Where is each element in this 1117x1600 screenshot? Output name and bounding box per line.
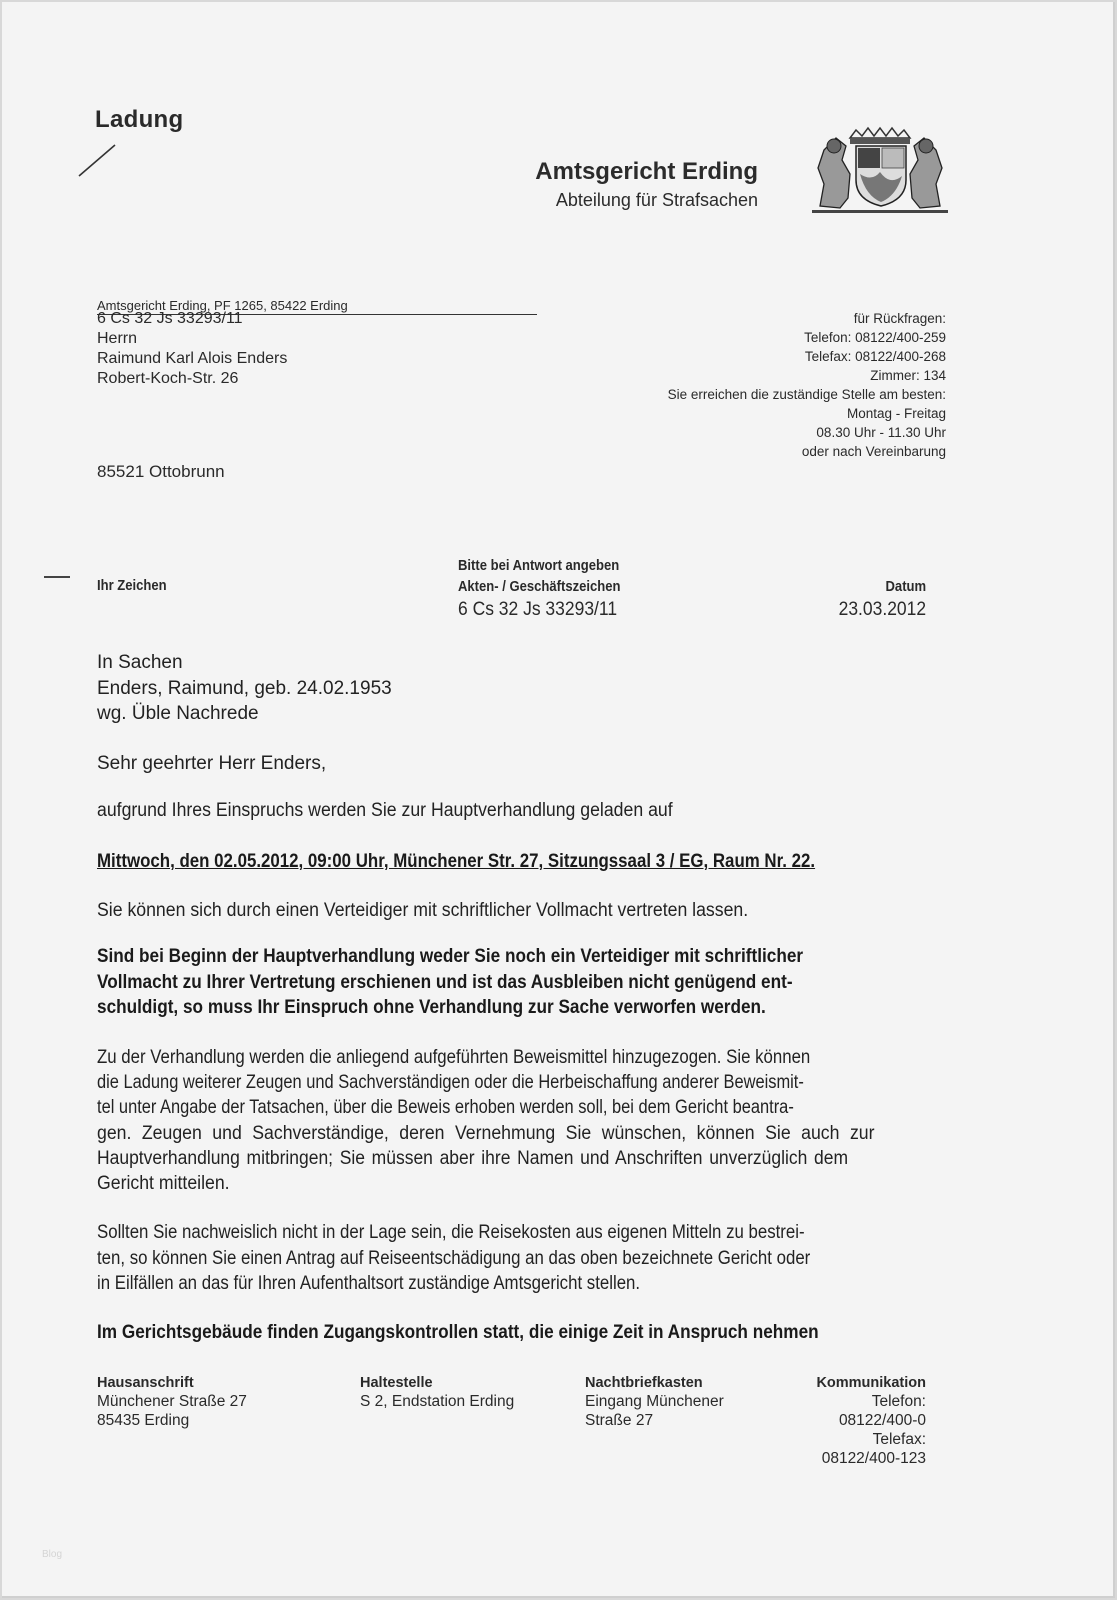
hearing-appointment: Mittwoch, den 02.05.2012, 09:00 Uhr, Münchener Str. 27, Sitzungssaal 3 / EG, Raum Nr. 22. (97, 850, 816, 872)
evidence-line: Hauptverhandlung mitbringen; Sie müssen aber ihre Namen und Anschriften unverzüglich dem (97, 1148, 849, 1169)
recipient-salutation: Herrn (97, 330, 138, 347)
evidence-line: die Ladung weiterer Zeugen und Sachverständigen oder die Herbeischaffung anderer Beweismit- (97, 1072, 804, 1093)
court-department: Abteilung für Strafsachen (555, 190, 758, 210)
evidence-line: gen. Zeugen und Sachverständige, deren Vernehmung Sie wünschen, können Sie auch zur (97, 1123, 875, 1144)
recipient-city: 85521 Ottobrunn (97, 462, 225, 481)
evidence-line: tel unter Angabe der Tatsachen, über die Beweis erhoben werden soll, bei dem Gericht beantra- (97, 1097, 794, 1118)
letter-page (2, 2, 1115, 1598)
sender-return-address: Amtsgericht Erding, PF 1265, 85422 Erding (97, 298, 537, 315)
warning-line: Sind bei Beginn der Hauptverhandlung weder Sie noch ein Verteidiger mit schriftlicher (97, 946, 804, 967)
footer-communication-line: 08122/400-123 (821, 1450, 926, 1467)
footer-address-line: Münchener Straße 27 (97, 1393, 247, 1410)
contact-fax: Telefax: 08122/400-268 (804, 349, 946, 364)
contact-days: Montag - Freitag (846, 406, 946, 421)
footer-night-box-line: Eingang Münchener (585, 1393, 724, 1410)
case-offense: wg. Üble Nachrede (97, 703, 259, 724)
recipient-name: Raimund Karl Alois Enders (97, 350, 288, 367)
warning-line: Vollmacht zu Ihrer Vertretung erschienen und ist das Ausbleiben nicht genügend ent- (97, 972, 793, 993)
fold-mark (44, 576, 70, 578)
footer-stop-line: S 2, Endstation Erding (360, 1393, 515, 1410)
file-reference-label: Akten- / Geschäftszeichen (458, 579, 621, 595)
footer-communication-line: Telefax: (872, 1431, 926, 1448)
file-reference-value: 6 Cs 32 Js 33293/11 (458, 599, 618, 620)
representation-note: Sie können sich durch einen Verteidiger mit schriftlicher Vollmacht vertreten lassen. (97, 900, 749, 921)
watermark: Blog (42, 1549, 63, 1560)
travel-cost-line: Sollten Sie nachweislich nicht in der Lage sein, die Reisekosten aus eigenen Mitteln zu bestrei- (97, 1222, 805, 1243)
contact-phone: Telefon: 08122/400-259 (804, 330, 946, 345)
date-value: 23.03.2012 (838, 599, 926, 620)
recipient-street: Robert-Koch-Str. 26 (97, 370, 239, 387)
handwritten-slash-mark (77, 142, 122, 178)
travel-cost-line: in Eilfällen an das für Ihren Aufenthaltsort zuständige Amtsgericht stellen. (97, 1273, 641, 1294)
travel-cost-line: ten, so können Sie einen Antrag auf Reiseentschädigung an das oben bezeichnete Gericht oder (97, 1248, 811, 1269)
summons-intro: aufgrund Ihres Einspruchs werden Sie zur Hauptverhandlung geladen auf (97, 800, 673, 821)
footer-night-box-label: Nachtbriefkasten (585, 1375, 703, 1391)
date-label: Datum (885, 579, 926, 595)
court-name: Amtsgericht Erding (535, 158, 758, 185)
contact-appointment: oder nach Vereinbarung (801, 444, 946, 459)
evidence-line: Zu der Verhandlung werden die anliegend aufgeführten Beweismittel hinzugezogen. Sie können (97, 1047, 811, 1068)
footer-communication-label: Kommunikation (816, 1375, 926, 1391)
case-intro: In Sachen (97, 652, 183, 673)
please-quote-label: Bitte bei Antwort angeben (458, 558, 620, 574)
footer-address-label: Hausanschrift (97, 1375, 194, 1391)
footer-address-line: 85435 Erding (97, 1412, 190, 1429)
evidence-line: Gericht mitteilen. (97, 1173, 230, 1194)
footer-communication-line: Telefon: (871, 1393, 926, 1410)
contact-times: 08.30 Uhr - 11.30 Uhr (816, 425, 946, 440)
your-reference-label: Ihr Zeichen (97, 578, 167, 594)
contact-room: Zimmer: 134 (870, 368, 946, 383)
contact-hours-intro: Sie erreichen die zuständige Stelle am besten: (667, 387, 946, 402)
footer-stop-label: Haltestelle (360, 1375, 433, 1391)
document-type-title: Ladung (95, 106, 184, 133)
case-party: Enders, Raimund, geb. 24.02.1953 (97, 678, 392, 699)
contact-line: für Rückfragen: (853, 311, 946, 326)
footer-night-box-line: Straße 27 (585, 1412, 654, 1429)
access-control-note: Im Gerichtsgebäude finden Zugangskontrollen statt, die einige Zeit in Anspruch nehmen (97, 1322, 819, 1343)
greeting: Sehr geehrter Herr Enders, (97, 753, 327, 774)
recipient-reference: 6 Cs 32 Js 33293/11 (97, 310, 243, 327)
bavarian-coat-of-arms-icon (810, 124, 950, 216)
footer-communication-line: 08122/400-0 (838, 1412, 926, 1429)
warning-line: schuldigt, so muss Ihr Einspruch ohne Verhandlung zur Sache verworfen werden. (97, 997, 766, 1018)
